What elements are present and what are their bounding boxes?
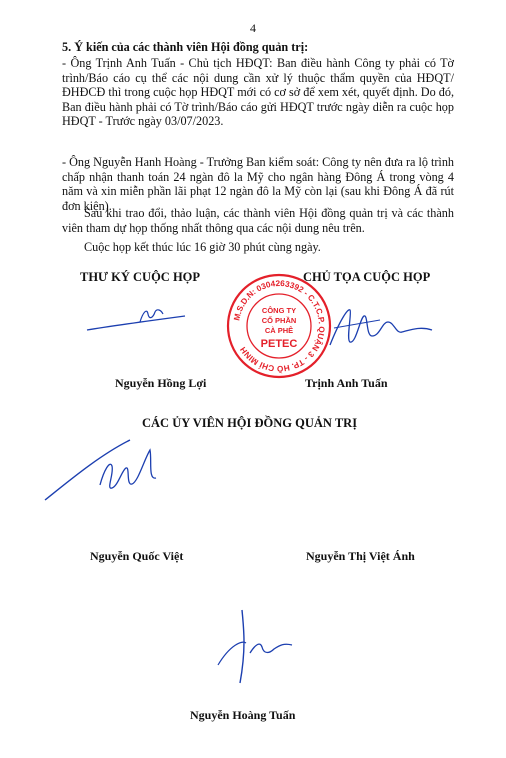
secretary-name: Nguyễn Hồng Lợi [115, 376, 207, 390]
member1-name: Nguyễn Quốc Việt [90, 549, 184, 563]
paragraph-chairman-opinion: - Ông Trịnh Anh Tuấn - Chủ tịch HĐQT: Ban điều hành Công ty phải có Tờ trình/Báo cáo cụ thể các nội dung cần xử lý thuộc thẩm quyền của HĐQT/ĐHĐCĐ thì trong cuộc họp HĐQT mới có cơ sở để xem xét, quyết định. Do đó, Ban điều hành phải có Tờ trình/Báo cáo gửi HĐQT trước ngày diễn ra cuộc họp HĐQT - Trước ngày 03/07/2023. [62, 56, 454, 129]
svg-text:CỔ PHẦN: CỔ PHẦN [261, 316, 297, 325]
svg-text:CÔNG TY: CÔNG TY [261, 306, 297, 315]
member1-signature [40, 430, 190, 510]
paragraph-agreement: Sau khi trao đổi, thảo luận, các thành viên Hội đồng quản trị và các thành viên tham dự họp thống nhất thông qua các nội dung nêu trên. [62, 206, 454, 235]
chair-name: Trịnh Anh Tuấn [305, 376, 388, 390]
company-seal [225, 272, 333, 380]
paragraph-closing: Cuộc họp kết thúc lúc 16 giờ 30 phút cùng ngày. [84, 240, 321, 254]
page-number: 4 [250, 21, 256, 35]
secretary-signature [85, 300, 195, 340]
member3-name: Nguyễn Hoàng Tuấn [190, 708, 296, 722]
chair-signature [320, 300, 440, 355]
secretary-label: THƯ KÝ CUỘC HỌP [80, 270, 201, 284]
chair-label: CHỦ TỌA CUỘC HỌP [303, 270, 431, 284]
svg-text:M.S.D.N: 0304263392 - C.T.C.P.: M.S.D.N: 0304263392 - C.T.C.P. QUẬN 3 - TP. HỒ CHÍ MINH [232, 278, 327, 374]
paragraph-supervisor-opinion: - Ông Nguyễn Hanh Hoàng - Trưởng Ban kiểm soát: Công ty nên đưa ra lộ trình chấp nhận thanh toán 24 ngàn đô la Mỹ cho ngân hàng Đông Á trong vòng 4 năm và xin miễn phần lãi phạt 12 ngàn đô la Mỹ còn lại (sau khi Đông Á đã rút đơn kiện). [62, 155, 455, 213]
svg-text:PETEC: PETEC [260, 338, 298, 350]
section-heading: 5. Ý kiến của các thành viên Hội đồng quản trị: [62, 40, 309, 54]
member2-name: Nguyễn Thị Việt Ánh [306, 549, 415, 563]
board-members-label: CÁC ỦY VIÊN HỘI ĐỒNG QUẢN TRỊ [142, 416, 358, 430]
member3-signature [200, 605, 320, 690]
svg-text:CÀ PHÊ: CÀ PHÊ [264, 326, 294, 335]
